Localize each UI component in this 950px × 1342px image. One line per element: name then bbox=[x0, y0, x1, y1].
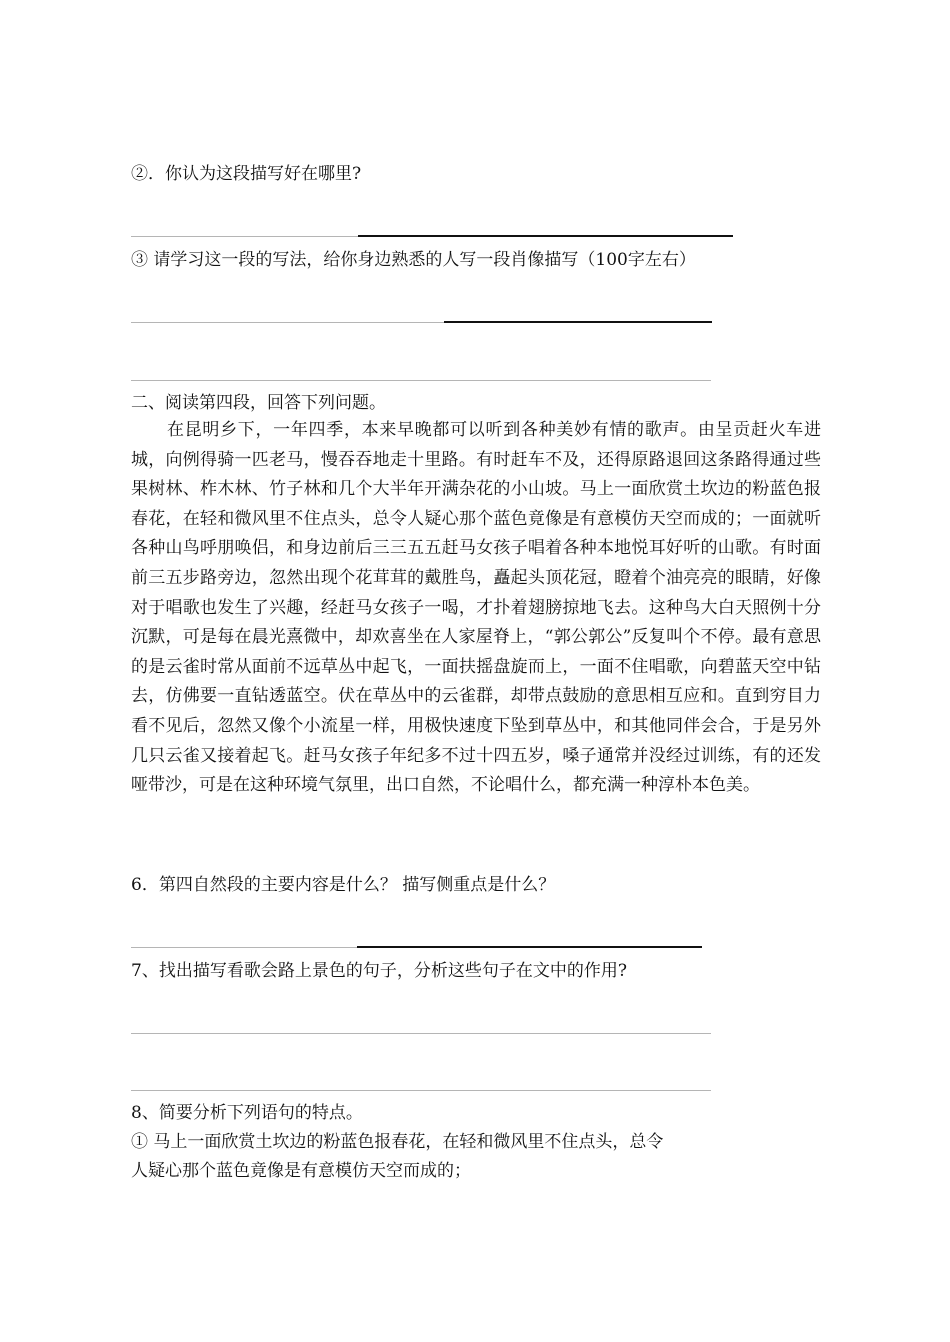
question-6: 6．第四自然段的主要内容是什么？ 描写侧重点是什么？ bbox=[131, 875, 556, 895]
section-two-heading: 二、阅读第四段，回答下列问题。 bbox=[131, 393, 386, 413]
reading-passage: 在昆明乡下，一年四季，本来早晚都可以听到各种美妙有情的歌声。由呈贡赶火车进城，向例得骑一匹老马，慢吞吞地走十里路。有时赶车不及，还得原路退回这条路得通过些果树林、柞木林、竹子林和几个大半年开满杂花的小山坡。马上一面欣赏土坎边的粉蓝色报春花，在轻和微风里不住点头，总令人疑心那个蓝色竟像是有意模仿天空而成的；一面就听各种山鸟呼朋唤侣，和身边前后三三五五赶马女孩子唱着各种本地悦耳好听的山歌。有时面前三五步路旁边，忽然出现个花茸茸的戴胜鸟，矗起头顶花冠，瞪着个油亮亮的眼睛，好像对于唱歌也发生了兴趣，经赶马女孩子一喝，才扑着翅膀掠地飞去。这种鸟大白天照例十分沉默，可是每在晨光熹微中，却欢喜坐在人家屋脊上，“郭公郭公”反复叫个不停。最有意思的是云雀时常从面前不远草丛中起飞，一面扶摇盘旋而上，一面不住唱歌，向碧蓝天空中钻去，仿佛要一直钻透蓝空。伏在草丛中的云雀群，却带点鼓励的意思相互应和。直到穷目力看不见后，忽然又像个小流星一样，用极快速度下坠到草丛中，和其他同伴会合，于是另外几只云雀又接着起飞。赶马女孩子年纪多不过十四五岁，嗓子通常并没经过训练，有的还发哑带沙，可是在这种环境气氛里，出口自然，不论唱什么，都充满一种淳朴本色美。 bbox=[131, 420, 821, 796]
question-8-item-1-line-1: ① 马上一面欣赏土坎边的粉蓝色报春花，在轻和微风里不住点头，总令 bbox=[131, 1132, 664, 1152]
question-2: ②．你认为这段描写好在哪里? bbox=[131, 164, 362, 184]
question-8-item-1-line-2: 人疑心那个蓝色竟像是有意模仿天空而成的； bbox=[131, 1161, 471, 1181]
question-7: 7、找出描写看歌会路上景色的句子，分析这些句子在文中的作用? bbox=[131, 961, 627, 981]
question-3: ③ 请学习这一段的写法，给你身边熟悉的人写一段肖像描写（100字左右） bbox=[131, 250, 696, 270]
question-8: 8、简要分析下列语句的特点。 bbox=[131, 1103, 363, 1123]
